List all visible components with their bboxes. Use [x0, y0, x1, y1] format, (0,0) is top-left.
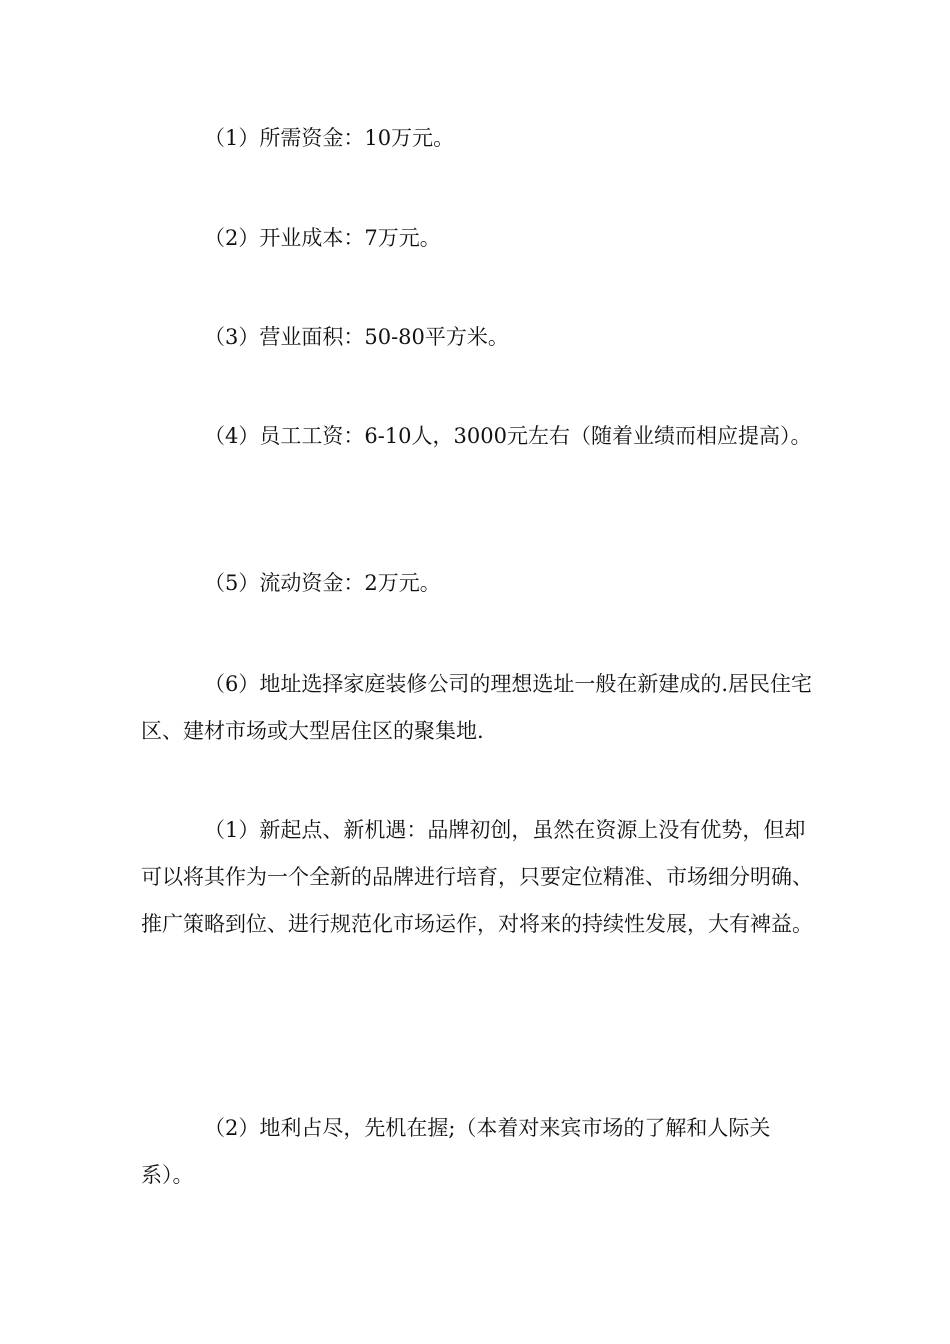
paragraph-location-advantage: （2）地利占尽，先机在握;（本着对来宾市场的了解和人际关系）。 — [141, 1116, 771, 1187]
paragraph-staff-wages: （4）员工工资：6-10人，3000元左右（随着业绩而相应提高）。 — [204, 424, 812, 448]
paragraph-business-area: （3）营业面积：50-80平方米。 — [204, 325, 509, 349]
paragraph-opening-cost: （2）开业成本：7万元。 — [204, 226, 441, 250]
paragraph-working-capital: （5）流动资金：2万元。 — [204, 571, 441, 595]
paragraph-site-selection: （6）地址选择家庭装修公司的理想选址一般在新建成的.居民住宅区、建材市场或大型居住区的聚集地. — [141, 672, 813, 743]
paragraph-new-start: （1）新起点、新机遇：品牌初创，虽然在资源上没有优势，但却可以将其作为一个全新的品牌进行培育，只要定位精准、市场细分明确、推广策略到位、进行规范化市场运作，对将来的持续性发展，大有裨益。 — [141, 818, 813, 936]
paragraph-funding-required: （1）所需资金：10万元。 — [204, 126, 455, 150]
